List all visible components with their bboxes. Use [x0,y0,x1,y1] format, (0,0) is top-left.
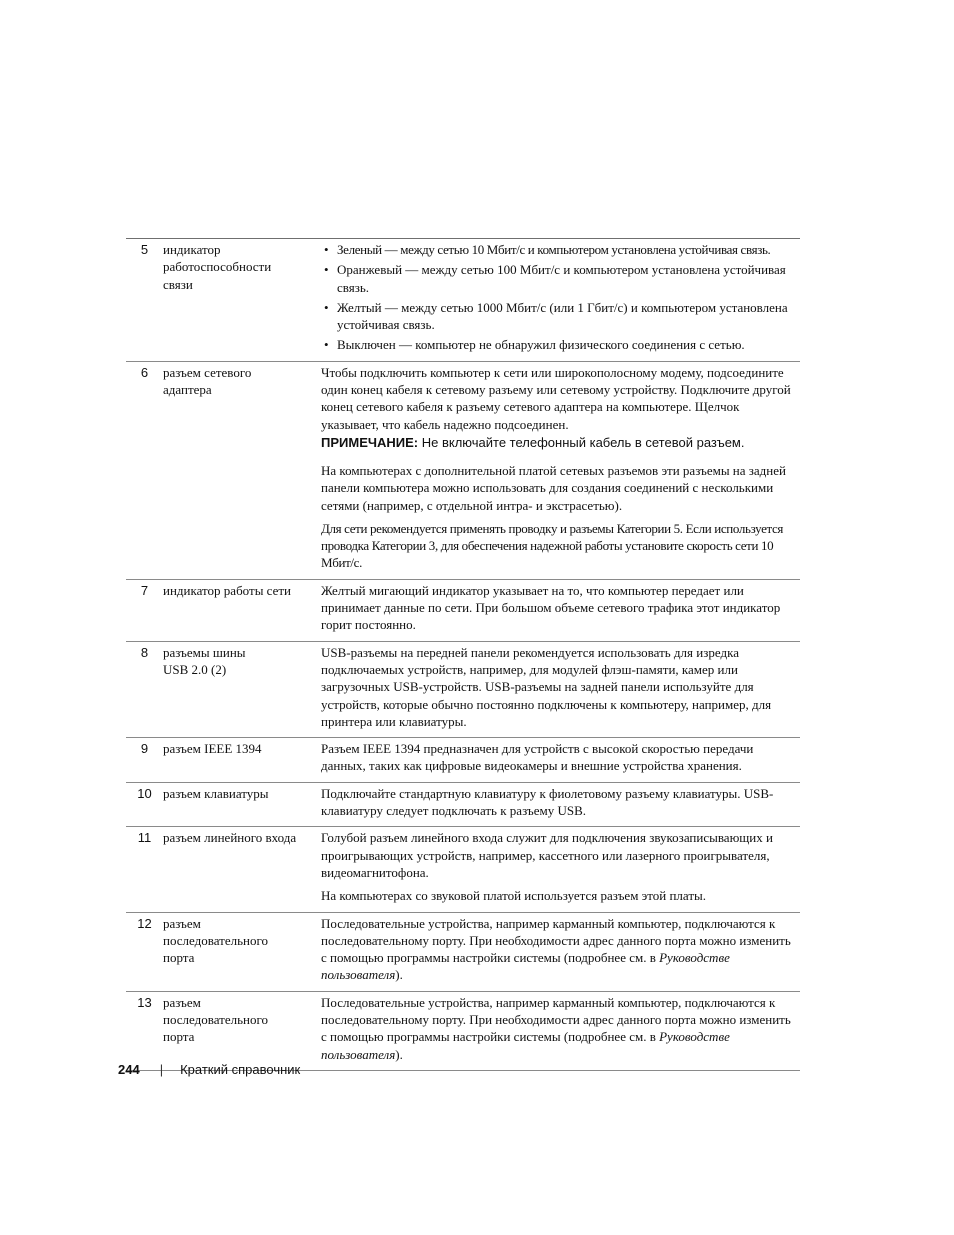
description-paragraph: Последовательные устройства, например карманный компьютер, подключаются к последовательному порту. При необходимости адрес данного порта можно изменить с помощью программы настройки системы (подробнее см. в Руководстве пользователя). [321,915,791,983]
item-description [321,643,800,730]
bullet-icon: • [324,242,329,257]
description-paragraph: Желтый мигающий индикатор указывает на то, что компьютер передает или принимает данные по сети. При большом объеме сетевого трафика этот индикатор горит постоянно. [321,582,781,633]
table-row [126,913,800,992]
list-item: • Оранжевый — между сетью 100 Мбит/с и компьютером установлена устойчивая связь. [324,262,786,295]
item-number: 6 [140,364,149,380]
note-label: ПРИМЕЧАНИЕ: [321,434,419,450]
bullet-icon: • [324,262,329,278]
item-number: 8 [140,644,149,660]
table-row [126,580,800,642]
footer-title: Краткий справочник [180,1062,301,1077]
item-name: индикатор работы сети [163,582,292,598]
table-row [126,827,800,912]
item-number: 10 [137,785,152,801]
description-paragraph: На компьютерах с дополнительной платой сетевых разъемов эти разъемы на задней панели компьютера можно использовать для создания соединений с несколькими сетями (например, с отдельной интра- и экстрасетью). [321,462,786,513]
item-name-line: USB 2.0 (2) [163,661,227,677]
item-number: 12 [137,915,152,931]
note-text: Не включайте телефонный кабель в сетевой разъем. [418,434,745,450]
description-paragraph: Голубой разъем линейного входа служит для подключения звукозаписывающих и проигрывающих устройств, например, кассетного или лазерного проигрывателя, видеомагнитофона. [321,830,773,880]
description-paragraph: Подключайте стандартную клавиатуру к фиолетовому разъему клавиатуры. USB-клавиатуру следует подключать к разъему USB. [321,785,774,819]
item-name: разъем сетевого адаптера [163,364,252,398]
item-name: разъем линейного входа [163,830,297,846]
item-number: 5 [140,242,149,257]
description-paragraph: USB-разъемы на передней панели рекомендуется использовать для изредка подключаемых устройств, например, для модулей флэш-памяти, камер или загрузочных USB-устройств. USB-разъемы на задней панели используйте для устройств, которые обычно постоянно подключены к компьютеру, например, для принтера или клавиатуры. [321,644,772,729]
item-name: разъем клавиатуры [163,785,269,801]
manual-reference: Руководстве пользователя [321,950,730,983]
table-row [126,738,800,783]
bullet-icon: • [324,337,329,353]
item-description [321,581,800,634]
table-row [126,239,800,362]
item-description [321,914,800,984]
item-description [321,363,800,572]
description-paragraph: Последовательные устройства, например карманный компьютер, подключаются к последовательному порту. При необходимости адрес данного порта можно изменить с помощью программы настройки системы (подробнее см. в Руководстве пользователя). [321,994,791,1062]
bullet-list [321,241,796,354]
item-number: 7 [140,582,149,598]
table-row [126,992,800,1071]
list-item: • Выключен — компьютер не обнаружил физического соединения с сетью. [324,337,745,353]
page-number: 244 [118,1062,140,1077]
item-name: индикатор работоспособности связи [163,242,272,292]
table-row [126,362,800,580]
item-description [321,993,800,1063]
item-name: разъем последовательного порта [163,994,268,1045]
item-number: 9 [140,741,149,757]
item-description [321,739,800,775]
description-paragraph: На компьютерах со звуковой платой используется разъем этой платы. [321,888,707,904]
item-name [163,643,321,730]
list-item: • Желтый — между сетью 1000 Мбит/с (или 1 Гбит/с) и компьютером установлена устойчивая связь. [324,299,788,333]
manual-reference: Руководстве пользователя [321,1029,730,1062]
table-row [126,642,800,738]
bullet-icon: • [324,299,329,315]
page-footer [118,1062,300,1077]
table-row [126,783,800,828]
item-description [321,784,800,820]
description-paragraph: Разъем IEEE 1394 предназначен для устройств с высокой скоростью передачи данных, таких как цифровые видеокамеры и внешние устройства хранения. [321,741,754,774]
list-item: • Зеленый — между сетью 10 Мбит/с и компьютером установлена устойчивая связь. [324,242,771,257]
item-name: разъем последовательного порта [163,915,268,966]
item-name: разъем IEEE 1394 [163,741,262,757]
item-name-line: разъемы шины [163,644,246,660]
note [321,434,796,452]
description-paragraph: Чтобы подключить компьютер к сети или широкополосному модему, подсоедините один конец кабеля к сетевому разъему или сетевому устройству. Подключите другой конец сетевого кабеля к разъему сетевого адаптера на компьютере. Щелчок указывает, что кабель надежно подсоединен. [321,364,791,432]
item-number: 11 [137,830,152,846]
description-paragraph: Для сети рекомендуется применять проводку и разъемы Категории 5. Если используется проводка Категории 3, для обеспечения надежной работы установите скорость сети 10 Мбит/с. [321,520,784,571]
connector-table [126,238,800,1071]
item-number: 13 [137,994,152,1010]
item-description [321,828,800,904]
item-description [321,240,800,354]
footer-separator: | [159,1062,164,1077]
